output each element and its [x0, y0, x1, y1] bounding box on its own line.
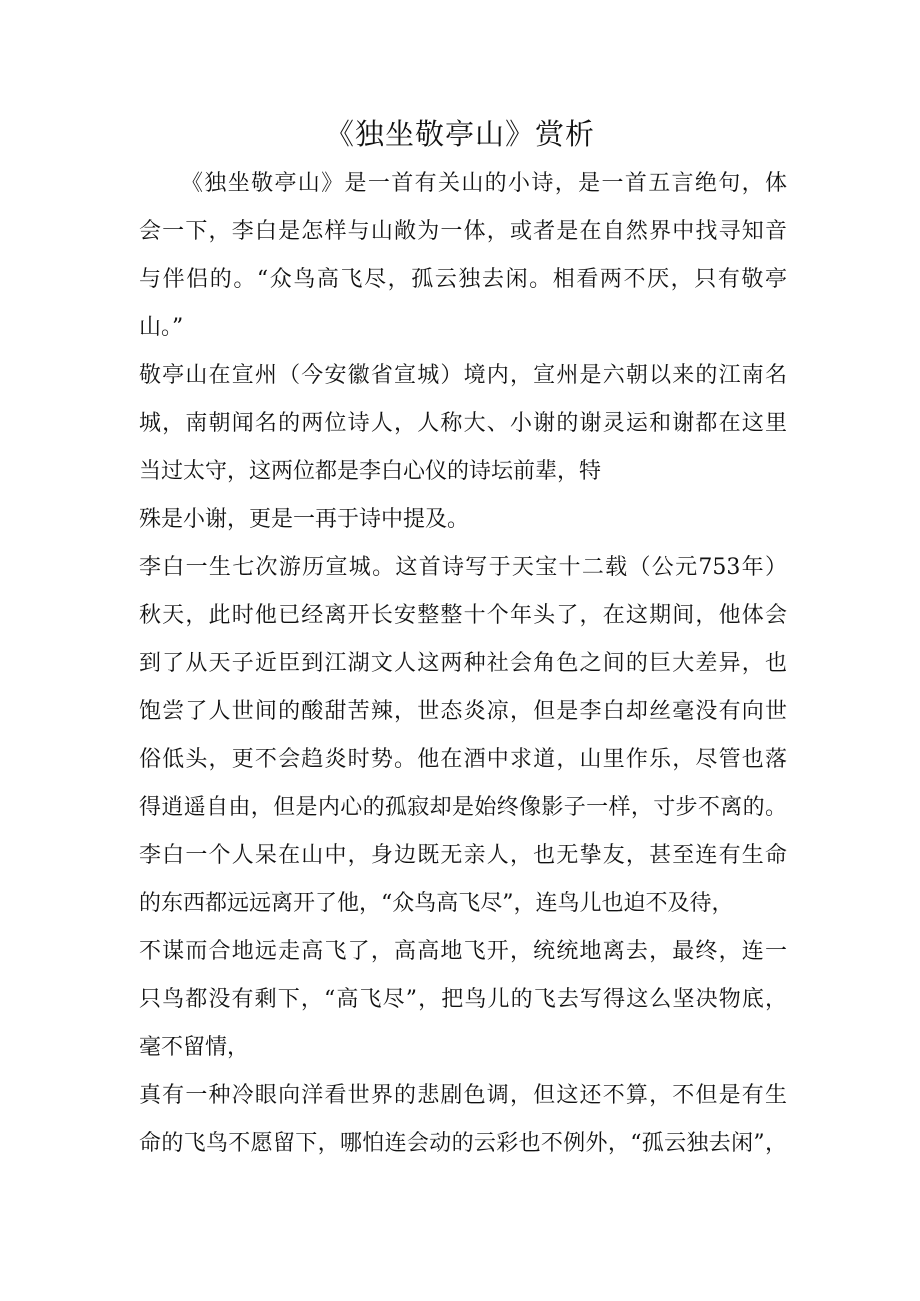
text-line: 饱尝了人世间的酸甜苦辣，世态炎凉，但是李白却丝毫没有向世: [139, 699, 787, 724]
text-line: 秋天，此时他已经离开长安整整十个年头了，在这期间，他体会: [139, 603, 787, 628]
document-body: [139, 160, 787, 1168]
text-line: 李白一生七次游历宣城。这首诗写于天宝十二载（公元753年）: [139, 555, 787, 580]
text-line: 会一下，李白是怎样与山敞为一体，或者是在自然界中找寻知音: [139, 219, 787, 244]
text-line: 到了从天子近臣到江湖文人这两种社会角色之间的巨大差异，也: [139, 651, 787, 676]
text-line: 山。”: [139, 315, 184, 340]
text-line: 殊是小谢，更是一再于诗中提及。: [139, 507, 470, 532]
text-line: 当过太守，这两位都是李白心仪的诗坛前辈，特: [139, 459, 602, 484]
text-line: 的东西都远远离开了他，“众鸟高飞尽”，连鸟儿也迫不及待，: [139, 891, 734, 916]
text-line: 俗低头，更不会趋炎时势。他在酒中求道，山里作乐，尽管也落: [139, 747, 787, 772]
text-line: 城，南朝闻名的两位诗人，人称大、小谢的谢灵运和谢都在这里: [139, 411, 787, 436]
text-line: 不谋而合地远走高飞了，高高地飞开，统统地离去，最终，连一: [139, 939, 787, 964]
text-line: 真有一种冷眼向洋看世界的悲剧色调，但这还不算，不但是有生: [139, 1083, 787, 1108]
document-title: 《独坐敬亭山》赏析: [324, 117, 595, 151]
text-line: 《独坐敬亭山》是一首有关山的小诗，是一首五言绝句，体: [181, 171, 787, 196]
text-line: 命的飞鸟不愿留下，哪怕连会动的云彩也不例外，“孤云独去闲”，: [139, 1131, 787, 1156]
text-line: 敬亭山在宣州（今安徽省宣城）境内，宣州是六朝以来的江南名: [139, 363, 787, 388]
text-line: 只鸟都没有剩下，“高飞尽”，把鸟儿的飞去写得这么坚决物底，: [139, 987, 787, 1012]
text-line: 得逍遥自由，但是内心的孤寂却是始终像影子一样，寸步不离的。: [139, 795, 787, 820]
text-line: 与伴侣的。“众鸟高飞尽，孤云独去闲。相看两不厌，只有敬亭: [139, 267, 787, 292]
text-line: 李白一个人呆在山中，身边既无亲人，也无挚友，甚至连有生命: [139, 843, 787, 868]
text-line: 毫不留情，: [139, 1035, 250, 1060]
